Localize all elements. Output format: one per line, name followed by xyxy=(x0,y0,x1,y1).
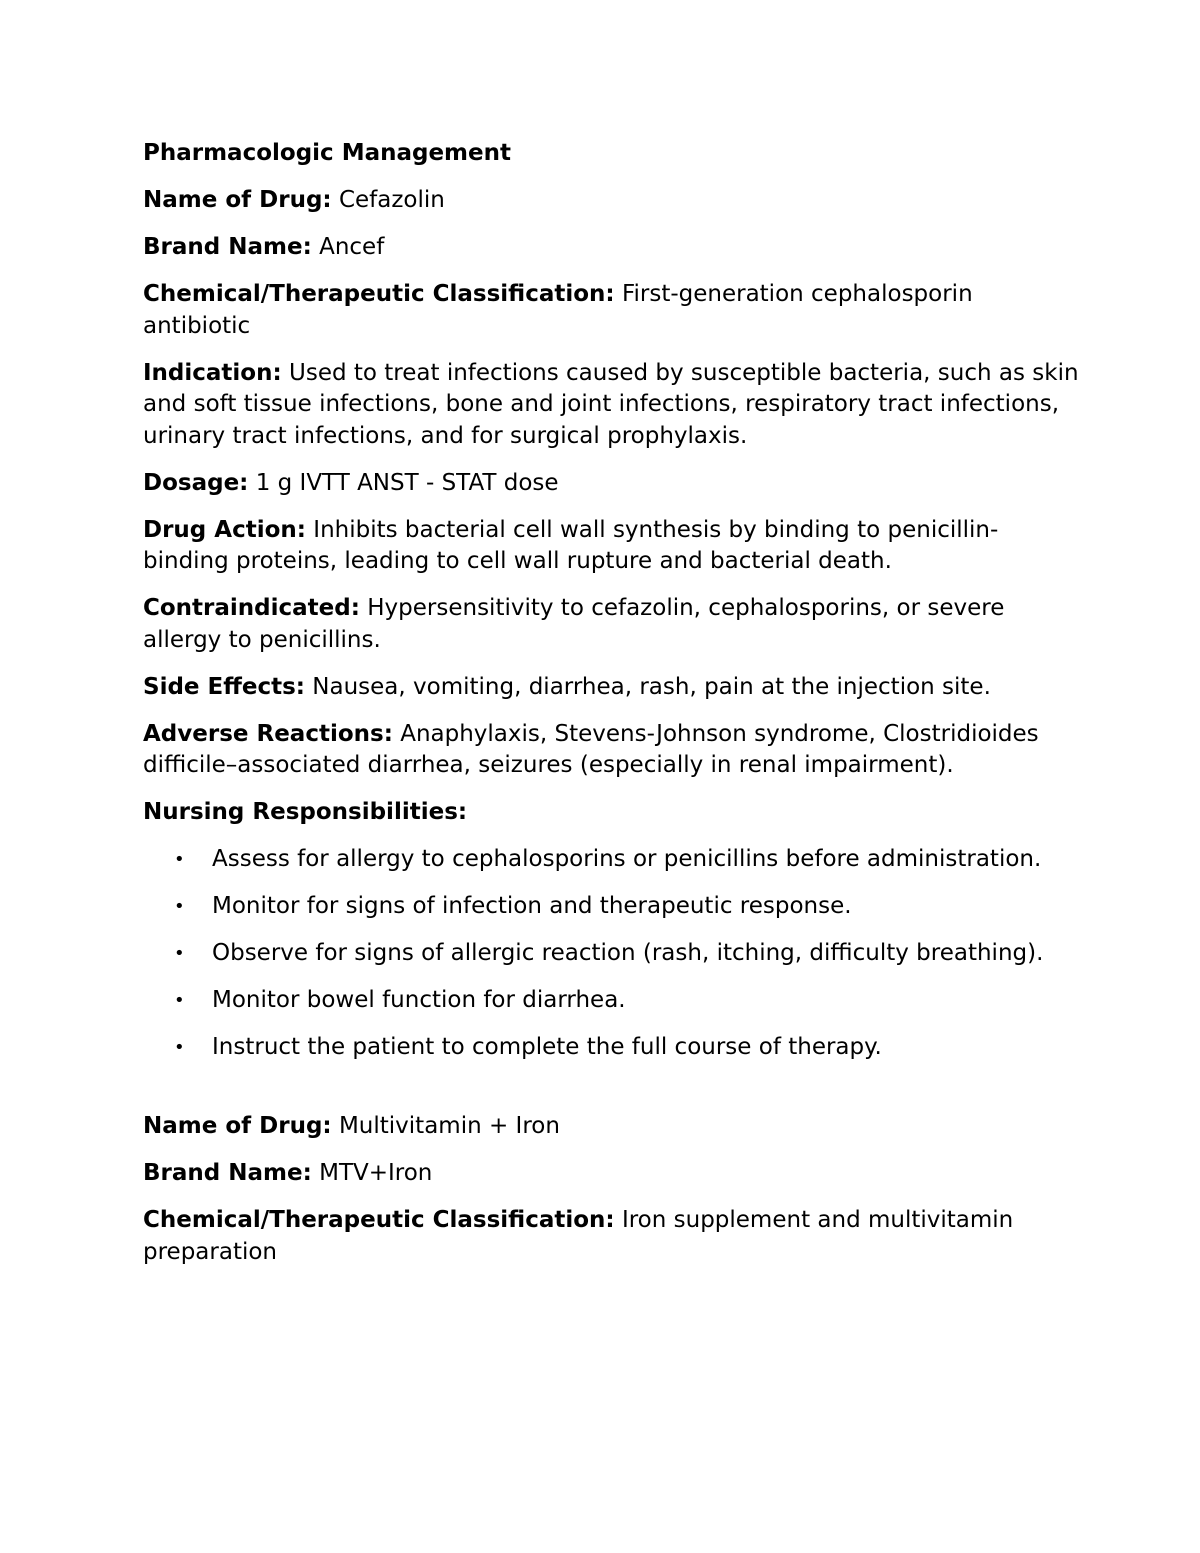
document-page xyxy=(143,138,1083,1284)
field-label: Chemical/Therapeutic Classification: xyxy=(143,1207,615,1233)
field-label: Drug Action: xyxy=(143,516,306,543)
drug1-name-field xyxy=(143,185,1083,217)
field-value: Cefazolin xyxy=(338,187,445,213)
drug1-dosage-field xyxy=(143,468,1083,500)
field-value: Anaphylaxis, Stevens-Johnson syndrome, Clostridioides difficile–associated diarrhea, seizures (especially in renal impairment). xyxy=(143,720,1039,778)
field-label: Dosage: xyxy=(143,469,249,496)
drug1-adverse-field xyxy=(143,719,1083,782)
section-heading: Pharmacologic Management xyxy=(143,140,511,166)
drug2-classification-field xyxy=(143,1205,1083,1268)
bullet-icon: • xyxy=(174,1037,185,1058)
bullet-icon: • xyxy=(174,896,185,917)
list-item-text: Monitor for signs of infection and therapeutic response. xyxy=(212,893,852,919)
field-label: Chemical/Therapeutic Classification: xyxy=(143,281,615,307)
field-value: First-generation cephalosporin antibiotic xyxy=(143,281,973,339)
field-label: Adverse Reactions: xyxy=(143,720,393,747)
drug2-brand-field xyxy=(143,1158,1083,1190)
field-value: 1 g IVTT ANST - STAT dose xyxy=(255,469,559,496)
field-value: Iron supplement and multivitamin preparation xyxy=(143,1207,1014,1265)
field-label: Side Effects: xyxy=(143,673,305,700)
list-item xyxy=(143,938,1083,970)
list-item xyxy=(143,844,1083,876)
list-item-text: Monitor bowel function for diarrhea. xyxy=(212,987,626,1013)
field-label: Brand Name: xyxy=(143,1160,312,1186)
field-label: Brand Name: xyxy=(143,234,312,260)
bullet-icon: • xyxy=(174,943,185,964)
nursing-list xyxy=(143,844,1083,1064)
drug1-side-effects-field xyxy=(143,672,1083,704)
blank-line xyxy=(143,1079,1083,1111)
field-value: MTV+Iron xyxy=(319,1160,433,1186)
list-item-text: Observe for signs of allergic reaction (rash, itching, difficulty breathing). xyxy=(212,940,1044,966)
list-item xyxy=(143,891,1083,923)
field-label: Indication: xyxy=(143,359,282,386)
list-item xyxy=(143,1032,1083,1064)
drug1-contraindicated-field xyxy=(143,593,1083,656)
bullet-icon: • xyxy=(174,849,185,870)
field-value: Multivitamin + Iron xyxy=(338,1113,560,1139)
field-label: Contraindicated: xyxy=(143,595,360,621)
field-value: Hypersensitivity to cefazolin, cephalosporins, or severe allergy to penicillins. xyxy=(143,595,1005,653)
drug1-indication-field xyxy=(143,358,1083,453)
field-value: Ancef xyxy=(319,234,385,260)
field-value: Inhibits bacterial cell wall synthesis by binding to penicillin-binding proteins, leading to cell wall rupture and bacterial death. xyxy=(143,516,999,574)
list-item xyxy=(143,985,1083,1017)
field-label: Name of Drug: xyxy=(143,1113,332,1139)
drug1-brand-field xyxy=(143,232,1083,264)
drug2-name-field xyxy=(143,1111,1083,1143)
list-item-text: Assess for allergy to cephalosporins or penicillins before administration. xyxy=(212,846,1042,872)
list-item-text: Instruct the patient to complete the full course of therapy. xyxy=(212,1034,882,1060)
drug1-classification-field xyxy=(143,279,1083,342)
field-label: Name of Drug: xyxy=(143,187,332,213)
drug1-action-field xyxy=(143,515,1083,578)
field-value: Nausea, vomiting, diarrhea, rash, pain at the injection site. xyxy=(312,673,991,700)
field-value: Used to treat infections caused by susceptible bacteria, such as skin and soft tissue infections, bone and joint infections, respiratory tract infections, urinary tract infections, and for surgical prophylaxis. xyxy=(143,359,1079,449)
nursing-heading: Nursing Responsibilities: xyxy=(143,799,468,825)
bullet-icon: • xyxy=(174,990,185,1011)
